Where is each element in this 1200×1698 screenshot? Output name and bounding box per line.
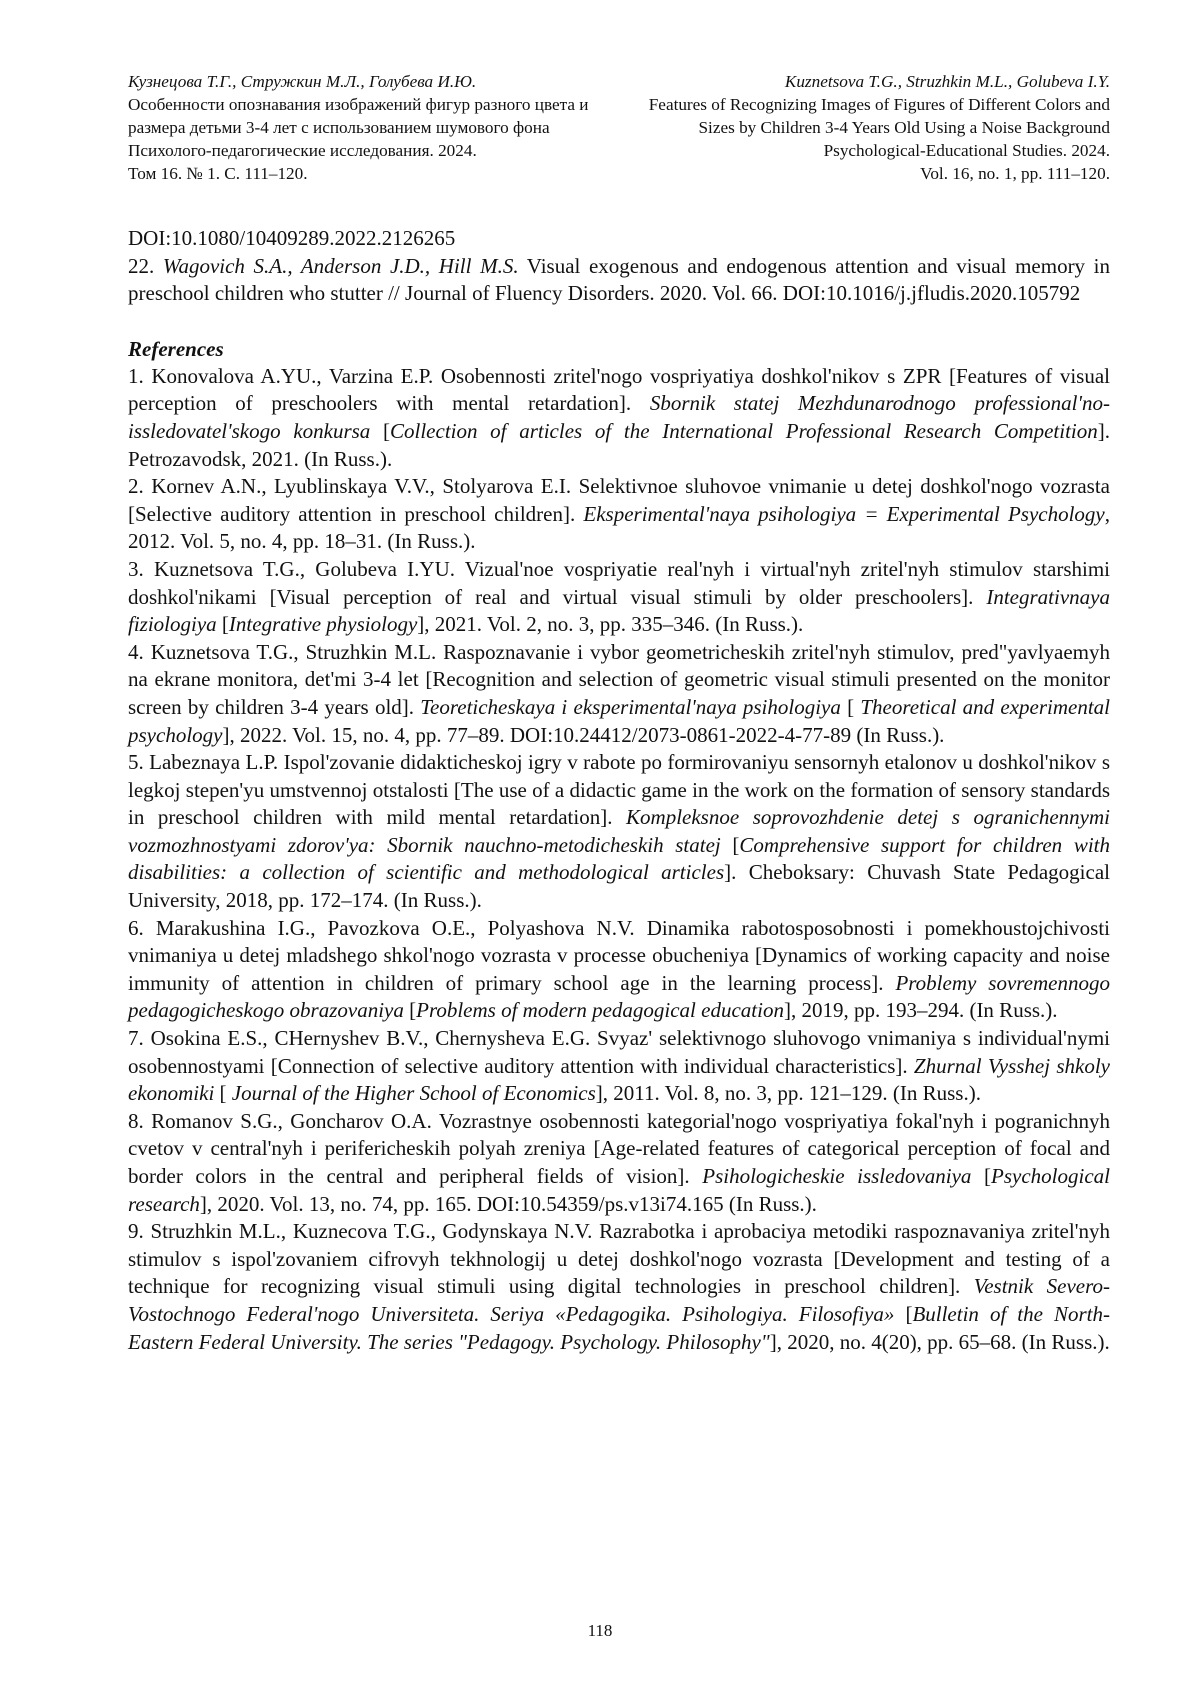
running-header [128,70,1110,185]
header-title-ru: Особенности опознавания изображений фигур разного цвета и размера детьми 3-4 лет с использованием шумового фона [128,95,589,137]
reference-22-number: 22. [128,253,163,278]
reference-item: 4. Kuznetsova T.G., Struzhkin M.L. Raspoznavanie i vybor geometricheskih zritel'nyh stimulov, pred"yavlyaemyh na ekrane monitora, det'mi 3-4 let [Recognition and selection of geometric visual stimuli presented on the monitor screen by children 3-4 years old]. Teoreticheskaya i eksperimental'naya psihologiya [ Theoretical and experimental psychology], 2022. Vol. 15, no. 4, pp. 77–89. DOI:10.24412/2073-0861-2022-4-77-89 (In Russ.). [128,639,1111,747]
header-volume-en: Vol. 16, no. 1, pp. 111–120. [920,164,1110,183]
reference-item: 7. Osokina E.S., CHernyshev B.V., Chernysheva E.G. Svyaz' selektivnogo sluhovogo vnimaniya s individual'nymi osobennostyami [Connection of selective auditory attention with individual characteristics]. Zhurnal Vysshej shkoly ekonomiki [ Journal of the Higher School of Economics], 2011. Vol. 8, no. 3, pp. 121–129. (In Russ.). [128,1026,1111,1106]
header-volume-ru: Том 16. № 1. С. 111–120. [128,164,308,183]
header-journal-ru: Психолого-педагогические исследования. 2024. [128,141,477,160]
document-page [128,70,1110,1356]
reference-item: 2. Kornev A.N., Lyublinskaya V.V., Stolyarova E.I. Selektivnoe sluhovoe vnimanie u detej doshkol'nogo vozrasta [Selective auditory attention in preschool children]. Eksperimental'naya psihologiya = Experimental Psychology, 2012. Vol. 5, no. 4, pp. 18–31. (In Russ.). [128,474,1110,554]
reference-item: 8. Romanov S.G., Goncharov O.A. Vozrastnye osobennosti kategorial'nogo vospriyatiya fokal'nyh i pogranichnyh cvetov v central'nyh i perifericheskih polyah zreniya [Age-related features of categorical perception of focal and border colors in the central and peripheral fields of vision]. Psihologicheskie issledovaniya [Psychological research], 2020. Vol. 13, no. 74, pp. 165. DOI:10.54359/ps.v13i74.165 (In Russ.). [128,1108,1110,1216]
reference-item: 5. Labeznaya L.P. Ispol'zovanie didakticheskoj igry v rabote po formirovaniyu sensornyh etalonov u doshkol'nikov s legkoj stepen'yu umstvennoj otstalosti [The use of a didactic game in the work on the formation of sensory standards in preschool children with mild mental retardation]. Kompleksnoe soprovozhdenie detej s ogranichennymi vozmozhnostyami zdorov'ya: Sbornik nauchno-metodicheskih statej [Comprehensive support for children with disabilities: a collection of scientific and methodological articles]. Cheboksary: Chuvash State Pedagogical University, 2018, pp. 172–174. (In Russ.). [128,750,1110,913]
header-english [630,70,1110,185]
header-authors-en: Kuznetsova T.G., Struzhkin M.L., Golubeva I.Y. [784,72,1110,91]
continued-doi: DOI:10.1080/10409289.2022.2126265 [128,226,456,250]
header-authors-ru: Кузнецова Т.Г., Стружкин М.Л., Голубева И.Ю. [128,72,477,91]
header-title-en: Features of Recognizing Images of Figures of Different Colors and Sizes by Children 3-4 Years Old Using a Noise Background [648,95,1110,137]
reference-list-body [128,225,1110,1356]
header-russian [128,70,608,185]
reference-item: 6. Marakushina I.G., Pavozkova O.E., Polyashova N.V. Dinamika rabotosposobnosti i pomekhoustojchivosti vnimaniya u detej mladshego shkol'nogo vozrasta v processe obucheniya [Dynamics of working capacity and noise immunity of attention in children of primary school age in the learning process]. Problemy sovremennogo pedagogicheskogo obrazovaniya [Problems of modern pedagogical education], 2019, pp. 193–294. (In Russ.). [128,915,1110,1023]
reference-22 [128,253,1110,308]
reference-22-rest: Visual exogenous and endogenous attention and visual memory in preschool children who stutter // Journal of Fluency Disorders. 2020. Vol. 66. DOI:10.1016/j.jfludis.2020.105792 [128,253,1111,306]
page-number: 118 [587,1621,613,1640]
reference-22-authors: Wagovich S.A., Anderson J.D., Hill M.S. [162,253,519,278]
header-journal-en: Psychological-Educational Studies. 2024. [823,141,1110,160]
reference-item: 9. Struzhkin M.L., Kuznecova T.G., Godynskaya N.V. Razrabotka i aprobaciya metodiki raspoznavaniya zritel'nyh stimulov s ispol'zovaniem cifrovyh tekhnologij u detej doshkol'nogo vozrasta [Development and testing of a technique for recognizing visual stimuli using digital technologies in preschool children]. Vestnik Severo-Vostochnogo Federal'nogo Universiteta. Seriya «Pedagogika. Psihologiya. Filosofiya» [Bulletin of the North-Eastern Federal University. The series "Pedagogy. Psychology. Philosophy"], 2020, no. 4(20), pp. 65–68. (In Russ.). [128,1219,1110,1354]
references-heading: References [128,336,224,361]
reference-item: 1. Konovalova A.YU., Varzina E.P. Osobennosti zritel'nogo vospriyatiya doshkol'nikov s ZPR [Features of visual perception of preschoolers with mental retardation]. Sbornik statej Mezhdunarodnogo professional'no-issledovatel'skogo konkursa [Collection of articles of the International Professional Research Competition]. Petrozavodsk, 2021. (In Russ.). [128,363,1111,471]
reference-item: 3. Kuznetsova T.G., Golubeva I.YU. Vizual'noe vospriyatie real'nyh i virtual'nyh zritel'nyh stimulov starshimi doshkol'nikami [Visual perception of real and virtual visual stimuli by older preschoolers]. Integrativnaya fiziologiya [Integrative physiology], 2021. Vol. 2, no. 3, pp. 335–346. (In Russ.). [128,556,1110,637]
